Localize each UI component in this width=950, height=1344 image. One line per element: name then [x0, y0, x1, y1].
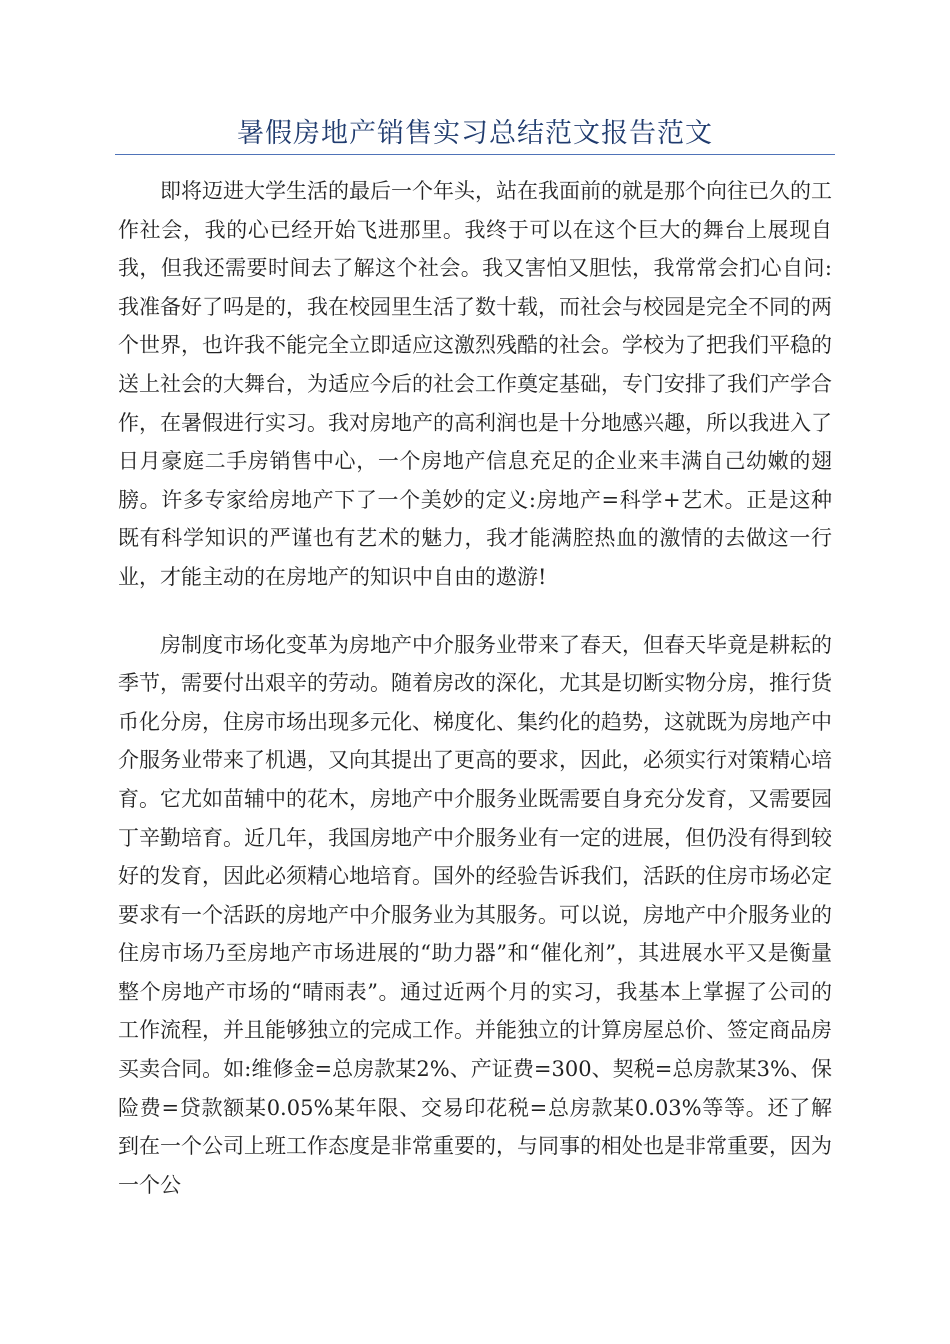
document-body	[118, 172, 832, 1204]
title-underline	[115, 154, 835, 155]
document-title: 暑假房地产销售实习总结范文报告范文	[237, 118, 713, 149]
paragraph-2: 房制度市场化变革为房地产中介服务业带来了春天，但春天毕竟是耕耘的季节，需要付出艰辛的劳动。随着房改的深化，尤其是切断实物分房，推行货币化分房，住房市场出现多元化、梯度化、集约化的趋势，这就既为房地产中介服务业带来了机遇，又向其提出了更高的要求，因此，必须实行对策精心培育。它尤如苗辅中的花木，房地产中介服务业既需要自身充分发育，又需要园丁辛勤培育。近几年，我国房地产中介服务业有一定的进展，但仍没有得到较好的发育，因此必须精心地培育。国外的经验告诉我们，活跃的住房市场必定要求有一个活跃的房地产中介服务业为其服务。可以说，房地产中介服务业的住房市场乃至房地产市场进展的“助力器”和“催化剂”，其进展水平又是衡量整个房地产市场的“晴雨表”。通过近两个月的实习，我基本上掌握了公司的工作流程，并且能够独立的完成工作。并能独立的计算房屋总价、签定商品房买卖合同。如:维修金=总房款某2%、产证费=300、契税=总房款某3%、保险费=贷款额某0.05%某年限、交易印花税=总房款某0.03%等等。还了解到在一个公司上班工作态度是非常重要的，与同事的相处也是非常重要，因为一个公	[118, 632, 832, 1197]
paragraph-1: 即将迈进大学生活的最后一个年头，站在我面前的就是那个向往已久的工作社会，我的心已经开始飞进那里。我终于可以在这个巨大的舞台上展现自我，但我还需要时间去了解这个社会。我又害怕又胆怯，我常常会扪心自问:我准备好了吗是的，我在校园里生活了数十载，而社会与校园是完全不同的两个世界，也许我不能完全立即适应这激烈残酷的社会。学校为了把我们平稳的送上社会的大舞台，为适应今后的社会工作奠定基础，专门安排了我们产学合作，在暑假进行实习。我对房地产的高利润也是十分地感兴趣，所以我进入了日月豪庭二手房销售中心，一个房地产信息充足的企业来丰满自己幼嫩的翅膀。许多专家给房地产下了一个美妙的定义:房地产=科学+艺术。正是这种既有科学知识的严谨也有艺术的魅力，我才能满腔热血的激情的去做这一行业，才能主动的在房地产的知识中自由的遨游!	[118, 179, 832, 589]
